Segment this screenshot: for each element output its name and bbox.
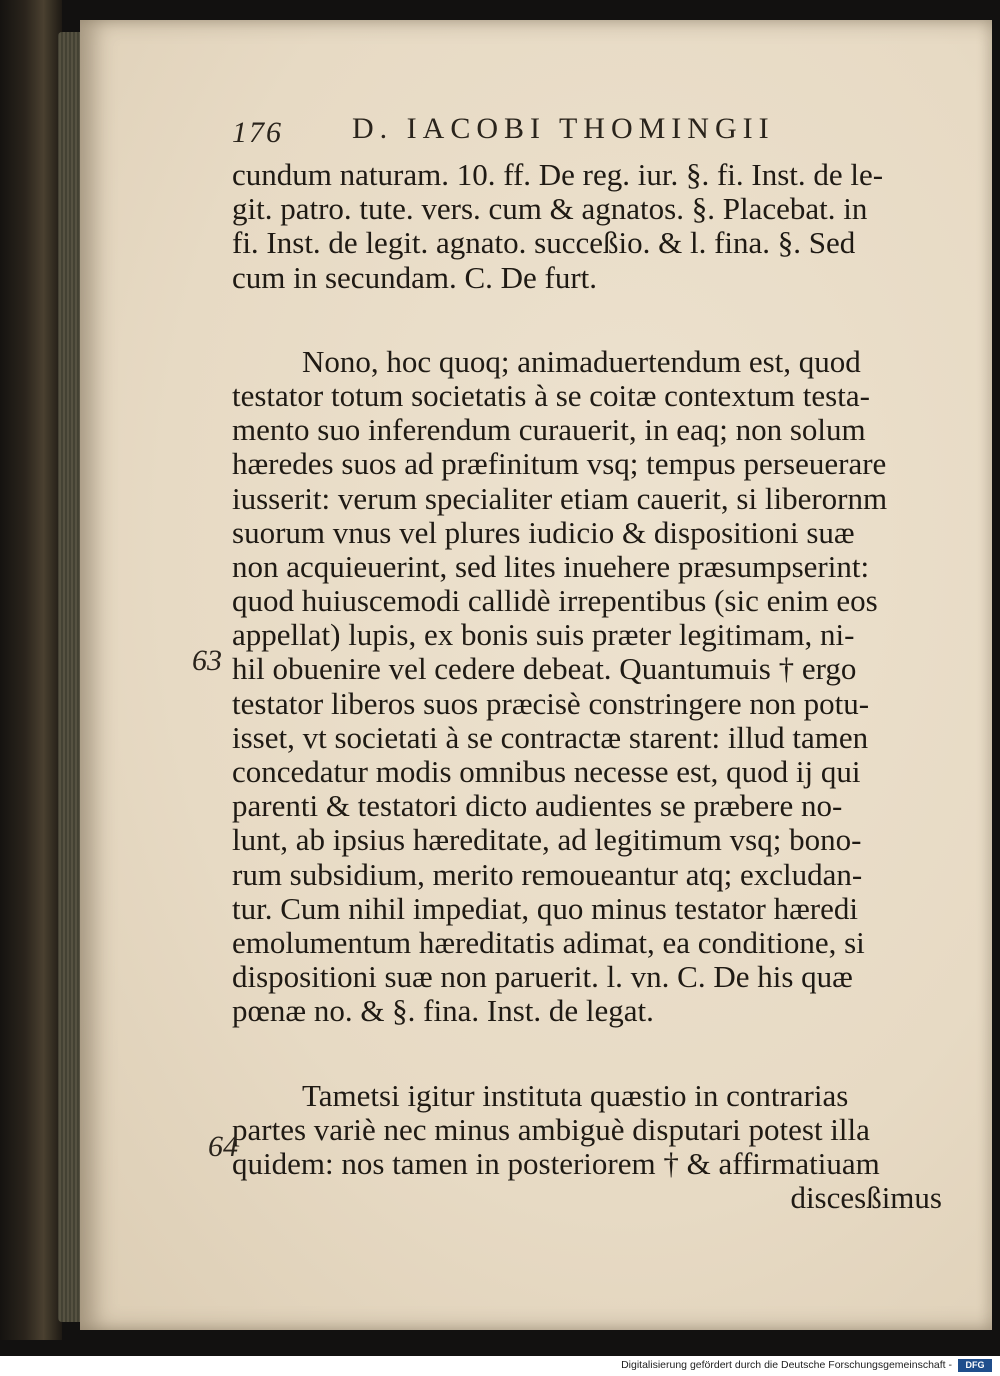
catchword: discesßimus [790, 1180, 942, 1216]
text-line: isset, vt societati à se contractæ starent: illud tamen [232, 719, 869, 755]
body-text [232, 158, 962, 1215]
text-line: suorum vnus vel plures iudicio & dispositioni suæ [232, 514, 855, 550]
text-line: emolumentum hæreditatis adimat, ea conditione, si [232, 924, 865, 960]
text-line: partes variè nec minus ambiguè disputari potest illa [232, 1111, 870, 1147]
text-line: dispositioni suæ non paruerit. l. vn. C. De his quæ [232, 959, 853, 995]
text-line: hil obuenire vel cedere debeat. Quantumuis † ergo [232, 651, 857, 687]
text-line: parenti & testatori dicto audientes se præbere no- [232, 788, 843, 824]
text-line: concedatur modis omnibus necesse est, quod ij qui [232, 754, 861, 789]
text-line: testator liberos suos præcisè constringere non potu- [232, 685, 870, 721]
text-line: testator totum societatis à se coitæ contextum testa- [232, 377, 870, 413]
text-line: mento suo inferendum curauerit, in eaq; non solum [232, 412, 866, 448]
text-line: quod huiuscemodi callidè irrepentibus (sic enim eos [232, 583, 878, 619]
text-line: fi. Inst. de legit. agnato. succeßio. & l. fina. §. Sed [232, 225, 856, 261]
text-line: Nono, hoc quoq; animaduertendum est, quod [302, 343, 861, 379]
text-line: cundum naturam. 10. ff. De reg. iur. §. fi. Inst. de le- [232, 157, 884, 192]
text-line: iusserit: verum specialiter etiam cauerit, si liberornm [232, 480, 888, 516]
text-line: Tametsi igitur instituta quæstio in contrarias [302, 1077, 849, 1113]
text-line: rum subsidium, merito remoueantur atq; excludan- [232, 856, 863, 892]
margin-number-64: 64 [208, 1130, 238, 1163]
text-line: lunt, ab ipsius hæreditate, ad legitimum vsq; bono- [232, 822, 862, 858]
text-line: hæredes suos ad præfinitum vsq; tempus perseuerare [232, 446, 887, 482]
paragraph-1 [232, 158, 962, 295]
margin-number-63: 63 [192, 644, 222, 677]
dfg-logo-icon: DFG [958, 1359, 992, 1372]
paragraph-3 [232, 1079, 962, 1216]
text-line: tur. Cum nihil impediat, quo minus testator hæredi [232, 890, 858, 926]
running-head: D. IACOBI THOMINGII [352, 112, 775, 145]
text-line: appellat) lupis, ex bonis suis præter legitimam, ni- [232, 617, 855, 653]
book-spine [0, 0, 62, 1340]
text-line: non acquieuerint, sed lites inuehere præsumpserint: [232, 548, 870, 584]
page-header [232, 112, 952, 152]
paragraph-2 [232, 345, 962, 1029]
text-line: quidem: nos tamen in posteriorem † & affirmatiuam [232, 1145, 880, 1181]
text-line: git. patro. tute. vers. cum & agnatos. §. Placebat. in [232, 191, 868, 227]
footer-credit: Digitalisierung gefördert durch die Deutsche Forschungsgemeinschaft - [621, 1359, 952, 1371]
text-line: pœnæ no. & §. fina. Inst. de legat. [232, 993, 654, 1029]
text-line: cum in secundam. C. De furt. [232, 259, 598, 295]
page-number: 176 [232, 116, 283, 149]
